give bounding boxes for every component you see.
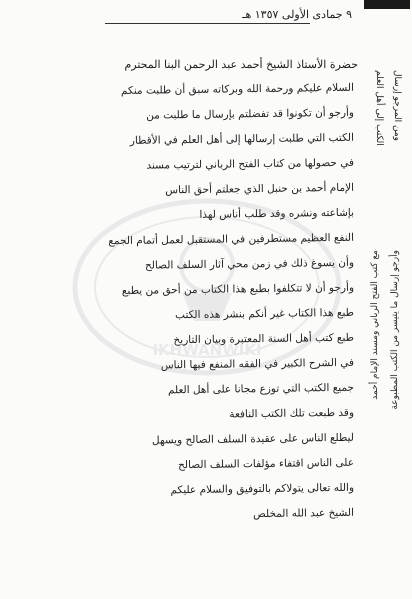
letter-line: ليطلع الناس على عقيدة السلف الصالح ويسهل <box>151 431 355 447</box>
letter-line: وأرجو أن تكونوا قد تفضلتم بإرسال ما طلبت من <box>146 106 355 122</box>
letter-line: وأن يسوغ ذلك في زمن محي آثار السلف الصالح <box>144 256 355 272</box>
letter-line: السلام عليكم ورحمة الله وبركاته سبق أن طلبت منكم <box>120 81 355 98</box>
margin-note: الكتب إلى أهل العلم <box>374 70 384 146</box>
letter-line: طبع هذا الكتاب غير أنكم بنشر هذه الكتب <box>175 306 355 322</box>
watermark-label: IKHWANWIKI <box>152 341 262 359</box>
letter-line: والله تعالى يتولاكم بالتوفيق والسلام عليكم <box>170 481 355 497</box>
letter-line: طبع كتب أهل السنة المعتبرة وبيان التاريخ <box>173 331 355 347</box>
letter-line: بإشاعته ونشره وقد طلب أناس لهذا <box>199 206 355 221</box>
letter-line: النفع العظيم مستطرفين في المستقبل لعمل أتمام الجمع <box>108 231 355 248</box>
letter-line: وأرجو أن لا تتكلفوا بطبع هذا الكتاب من أحق من يطبع <box>121 281 355 297</box>
letter-line: على الناس اقتفاء مؤلفات السلف الصالح <box>178 456 355 472</box>
letter-salutation: حضرة الأستاذ الشيخ أحمد عبد الرحمن البنا المحترم <box>124 58 358 71</box>
letter-date: ٩ جمادى الأولى ١٣٥٧ هـ <box>242 8 352 21</box>
right-side-notes <box>356 250 406 599</box>
right-margin-notes <box>364 70 406 270</box>
margin-note: ومن المرجو إرسال <box>392 70 402 142</box>
letter-line: وقد طبعت تلك الكتب النافعة <box>229 406 355 421</box>
letter-line: في حصولها من كتاب الفتح الرباني لترتيب مسند <box>146 156 355 172</box>
side-note: وأرجو إرسال ما يتيسر من الكتب المطبوعة <box>390 250 400 410</box>
letter-line: الكتب التي طلبت إرسالها إلى أهل العلم في الأقطار <box>129 131 355 147</box>
side-note: مع كتب الفتح الرباني ومسند الإمام أحمد <box>370 250 380 400</box>
letter-line: الشيخ عبد الله المخلص <box>252 506 355 521</box>
ikhwanwiki-watermark <box>70 195 345 380</box>
letter-line: جميع الكتب التي توزع مجانا على أهل العلم <box>167 381 355 397</box>
date-underline <box>105 23 310 24</box>
archive-corner-tag <box>364 0 410 9</box>
letter-line: الإمام أحمد بن حنبل الذي جعلتم أحق الناس <box>165 181 355 197</box>
letter-line: في الشرح الكبير في الفقه المنفع فيها الناس <box>160 356 355 372</box>
